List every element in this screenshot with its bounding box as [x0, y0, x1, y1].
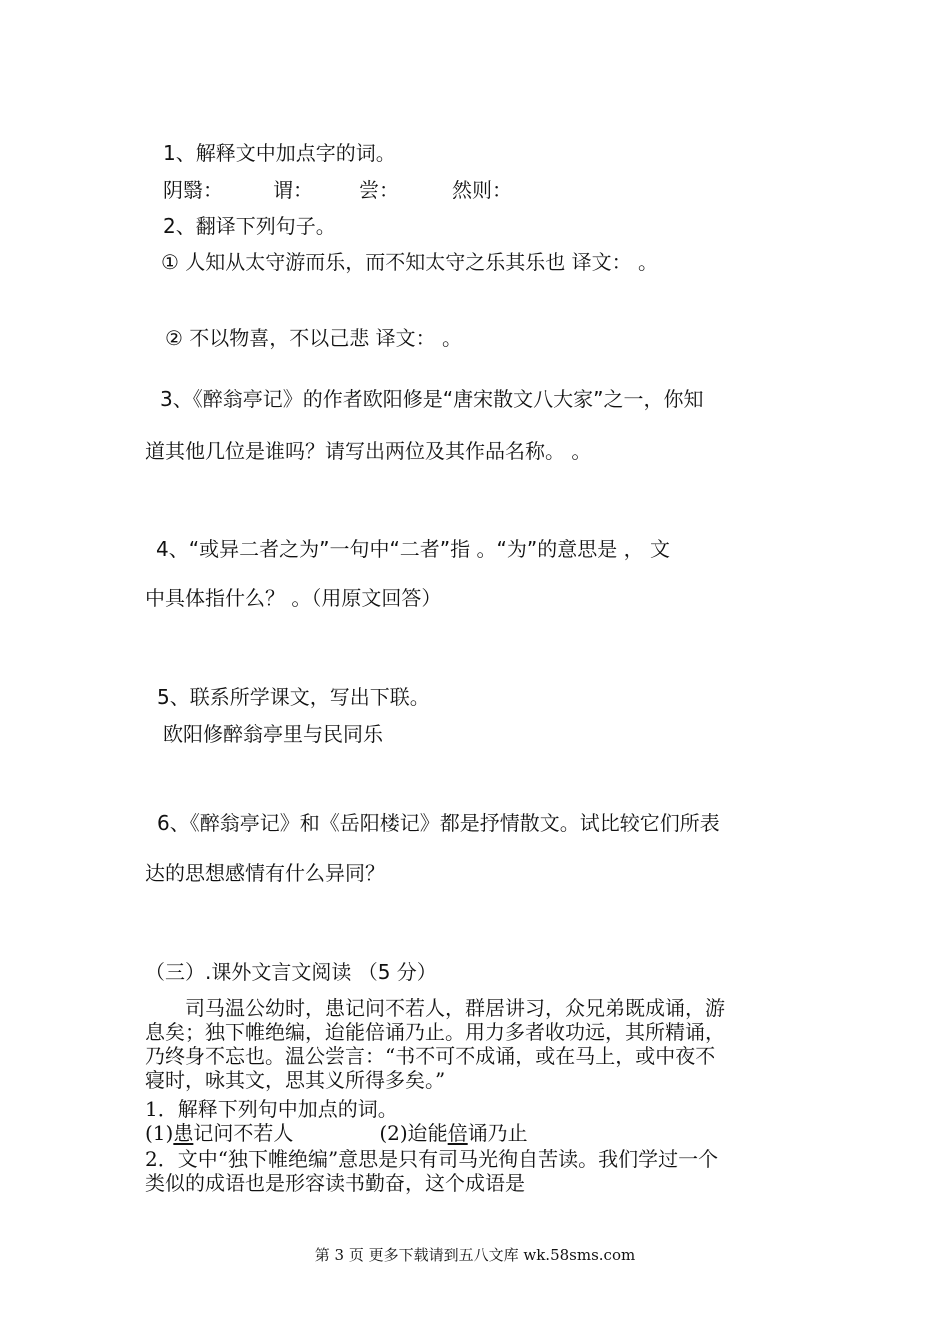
q2-sentence-1: ① 人知从太守游而乐，而不知太守之乐其乐也 译文： 。 [161, 250, 659, 274]
sub-question-1-items [145, 1121, 815, 1145]
sub-question-2-line-2: 类似的成语也是形容读书勤奋，这个成语是 [145, 1171, 525, 1195]
passage-line-1: 司马温公幼时，患记问不若人，群居讲习，众兄弟既成诵，游 [145, 996, 725, 1020]
q2-sentence-2: ② 不以物喜，不以己悲 译文： 。 [165, 326, 463, 350]
q2-title: 2、翻译下列句子。 [163, 214, 336, 238]
passage-line-3: 乃终身不忘也。温公尝言：“书不可不成诵，或在马上，或中夜不 [145, 1044, 716, 1068]
q1-word-2: 谓： [273, 178, 313, 202]
q1-words [163, 178, 512, 202]
q1-title: 1、解释文中加点字的词。 [163, 141, 396, 165]
item-2-rest: 诵乃止 [467, 1121, 528, 1145]
q1-word-3: 尝： [359, 178, 399, 202]
q5-title: 5、联系所学课文，写出下联。 [157, 685, 430, 709]
q1-word-1: 阴翳： [163, 178, 223, 202]
sub-question-2-line-1: 2．文中“独下帷绝编”意思是只有司马光徇自苦读。我们学过一个 [145, 1147, 719, 1171]
item-2-prefix: (2)迨能 [379, 1121, 448, 1145]
q4-line-1: 4、“或异二者之为”一句中“二者”指 。“为”的意思是 ， 文 [156, 537, 670, 561]
q6-line-2: 达的思想感情有什么异同？ [145, 861, 385, 885]
passage-line-2: 息矣；独下帷绝编，迨能倍诵乃止。用力多者收功远，其所精诵， [145, 1020, 725, 1044]
q4-line-2: 中具体指什么？ 。（用原文回答） [145, 586, 442, 610]
q1-word-4: 然则： [452, 178, 512, 202]
page-footer: 第 3 页 更多下载请到五八文库 wk.58sms.com [314, 1246, 636, 1264]
item-1-underlined-word: 患 [173, 1121, 194, 1145]
passage-line-4: 寝时，咏其文，思其义所得多矣。” [145, 1068, 446, 1092]
q3-line-2: 道其他几位是谁吗？请写出两位及其作品名称。 。 [145, 439, 592, 463]
q6-line-1: 6、《醉翁亭记》和《岳阳楼记》都是抒情散文。试比较它们所表 [157, 811, 720, 835]
q3-line-1: 3、《醉翁亭记》的作者欧阳修是“唐宋散文八大家”之一，你知 [160, 387, 704, 411]
item-1-prefix: (1) [145, 1121, 174, 1145]
item-1-rest: 记问不若人 [193, 1121, 294, 1145]
q5-couplet: 欧阳修醉翁亭里与民同乐 [163, 722, 383, 746]
sub-question-1: 1．解释下列句中加点的词。 [145, 1097, 398, 1121]
section3-heading: （三）.课外文言文阅读 （5 分） [145, 960, 437, 984]
item-2-underlined-word: 倍 [447, 1121, 468, 1145]
